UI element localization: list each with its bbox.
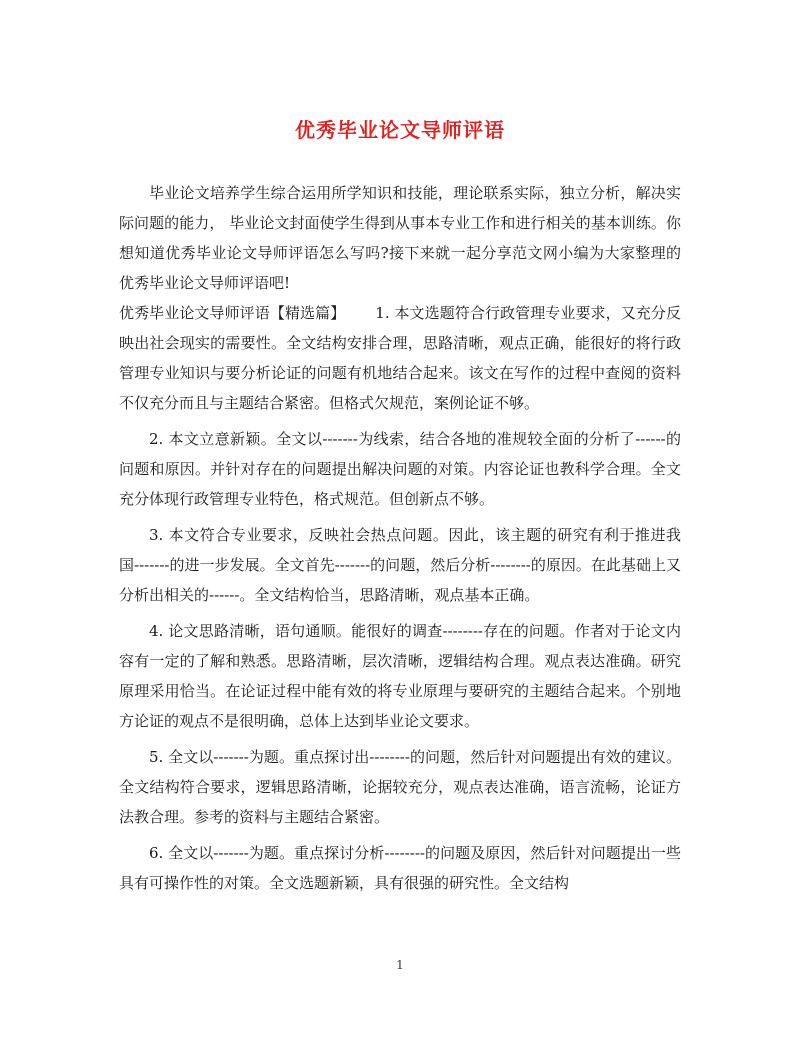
section-heading: 优秀毕业论文导师评语【精选篇】 (119, 304, 346, 322)
review-item-2: 2. 本文立意新颖。全文以-------为线索，结合各地的准规较全面的分析了------的问题和原因。并针对存在的问题提出解决问题的对策。内容论证也教科学合理。全文充分体现行政管理专业特色，格式规范。但创新点不够。 (119, 430, 681, 508)
review-item-6: 6. 全文以-------为题。重点探讨分析--------的问题及原因，然后针对问题提出一些具有可操作性的对策。全文选题新颖，具有很强的研究性。全文结构 (119, 844, 681, 892)
review-item-4: 4. 论文思路清晰，语句通顺。能很好的调查--------存在的问题。作者对于论文内容有一定的了解和熟悉。思路清晰，层次清晰，逻辑结构合理。观点表达准确。研究原理采用恰当。在论证过程中能有效的将专业原理与要研究的主题结合起来。个别地方论证的观点不是很明确，总体上达到毕业论文要求。 (119, 622, 681, 730)
review-item-3: 3. 本文符合专业要求，反映社会热点问题。因此，该主题的研究有利于推进我国-------的进一步发展。全文首先-------的问题，然后分析--------的原因。在此基础上又分析出相关的------。全文结构恰当，思路清晰，观点基本正确。 (119, 526, 681, 604)
section-paragraph (119, 298, 681, 418)
intro-paragraph: 毕业论文培养学生综合运用所学知识和技能，理论联系实际，独立分析，解决实际问题的能力， 毕业论文封面使学生得到从事本专业工作和进行相关的基本训练。你想知道优秀毕业论文导师评语怎么写吗?接下来就一起分享范文网小编为大家整理的优秀毕业论文导师评语吧! (119, 184, 681, 292)
review-item-5: 5. 全文以-------为题。重点探讨出--------的问题，然后针对问题提出有效的建议。全文结构符合要求，逻辑思路清晰，论据较充分，观点表达准确，语言流畅，论证方法教合理。参考的资料与主题结合紧密。 (119, 748, 681, 826)
document-body (119, 178, 681, 898)
page-number: 1 (396, 958, 404, 972)
review-item-1: 1. 本文选题符合行政管理专业要求，又充分反映出社会现实的需要性。全文结构安排合理，思路清晰，观点正确，能很好的将行政管理专业知识与要分析论证的问题有机地结合起来。该文在写作的过程中查阅的资料不仅充分而且与主题结合紧密。但格式欠规范，案例论证不够。 (119, 304, 681, 412)
document-title: 优秀毕业论文导师评语 (295, 118, 505, 142)
